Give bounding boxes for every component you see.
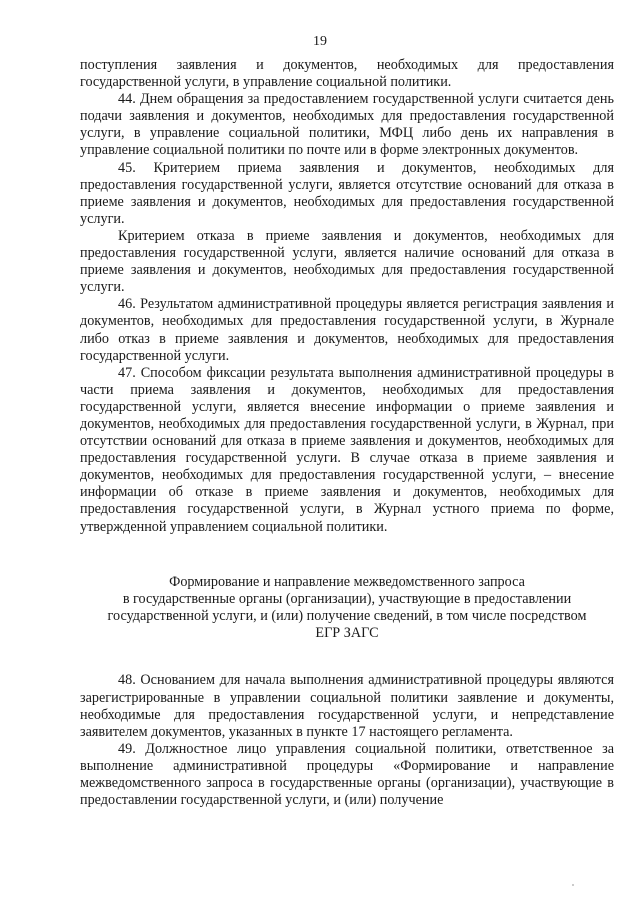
section-heading [80, 574, 614, 643]
paragraph-49: 49. Должностное лицо управления социальной политики, ответственное за выполнение административной процедуры «Формирование и направление межведомственного запроса в государственные органы (организации), участвующие в предоставлении государственной услуги, и (или) получение [80, 740, 614, 809]
scan-speck [572, 884, 574, 886]
paragraph-47: 47. Способом фиксации результата выполнения административной процедуры в части приема заявления и документов, необходимых для предоставления государственной услуги, является внесение информации о приеме заявления и документов, необходимых для предоставления государственной услуги, в Журнал, при отсутствии оснований для отказа в приеме заявления и документов, необходимых для предоставления государственной услуги. В случае отказа в приеме заявления и документов, необходимых для предоставления государственной услуги, – внесение информации об отказе в приеме заявления и документов, необходимых для предоставления государственной услуги, в Журнал устного приема по форме, утвержденной управлением социальной политики. [80, 364, 614, 535]
page-number: 19 [313, 34, 327, 49]
paragraph-45-refusal-criterion: Критерием отказа в приеме заявления и документов, необходимых для предоставления государственной услуги, является наличие оснований для отказа в приеме заявления и документов, необходимых для предоставления государственной услуги. [80, 227, 614, 296]
paragraph-48: 48. Основанием для начала выполнения административной процедуры являются зарегистрированные в управлении социальной политики заявление и документы, необходимые для предоставления государственной услуги, и непредставление заявителем документов, указанных в пункте 17 настоящего регламента. [80, 672, 614, 740]
section-heading-line: в государственные органы (организации), участвующие в предоставлении [122, 590, 572, 607]
section-heading-line: государственной услуги, и (или) получение сведений, в том числе посредством [107, 608, 587, 625]
paragraph-45: 45. Критерием приема заявления и документов, необходимых для предоставления государственной услуги, является отсутствие оснований для отказа в приеме заявления и документов, необходимых для предоставления государственной услуги. [80, 159, 614, 227]
paragraph-continuation: поступления заявления и документов, необходимых для предоставления государственной услуги, в управление социальной политики. [80, 57, 614, 91]
section-heading-line: Формирование и направление межведомственного запроса [169, 573, 525, 590]
section-heading-line: ЕГР ЗАГС [315, 625, 379, 642]
paragraph-46: 46. Результатом административной процедуры является регистрация заявления и документов, необходимых для предоставления государственной услуги, в Журнале либо отказ в приеме заявления и документов, необходимых для предоставления государственной услуги. [80, 296, 614, 364]
paragraph-44: 44. Днем обращения за предоставлением государственной услуги считается день подачи заявления и документов, необходимых для предоставления государственной услуги, в управление социальной политики, МФЦ либо день их направления в управление социальной политики по почте или в форме электронных документов. [80, 91, 614, 159]
document-body [80, 57, 614, 809]
